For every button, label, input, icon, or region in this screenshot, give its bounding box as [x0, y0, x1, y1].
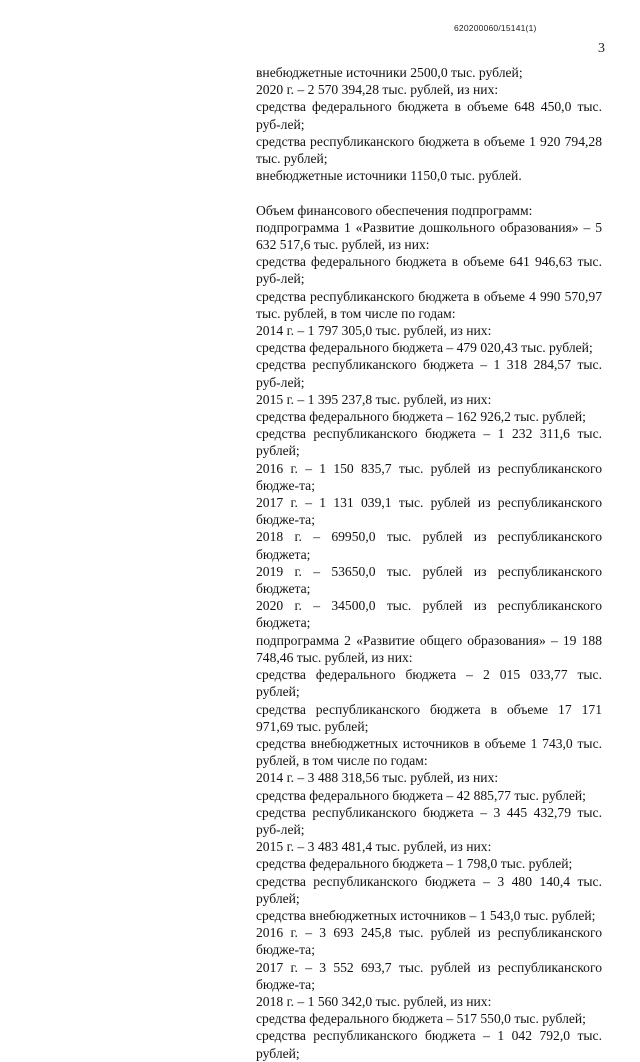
paragraph: средства республиканского бюджета – 3 480 140,4 тыс. рублей;	[256, 873, 602, 906]
paragraph: 2020 г. – 2 570 394,28 тыс. рублей, из них:	[256, 82, 499, 98]
paragraph: 2014 г. – 1 797 305,0 тыс. рублей, из них:	[256, 323, 492, 339]
paragraph: 2017 г. – 3 552 693,7 тыс. рублей из республиканского бюдже-та;	[256, 959, 602, 992]
paragraph: 2019 г. – 53650,0 тыс. рублей из республиканского бюджета;	[256, 563, 602, 597]
paragraph: 2020 г. – 34500,0 тыс. рублей из республиканского бюджета;	[256, 598, 602, 631]
paragraph: средства федерального бюджета в объеме 641 946,63 тыс. руб-лей;	[256, 254, 602, 287]
document-body	[256, 64, 602, 1062]
paragraph: средства федерального бюджета – 479 020,43 тыс. рублей;	[256, 340, 593, 356]
paragraph: средства республиканского бюджета – 3 445 432,79 тыс. руб-лей;	[256, 804, 602, 837]
paragraph: подпрограмма 1 «Развитие дошкольного образования» – 5 632 517,6 тыс. рублей, из них:	[256, 219, 602, 253]
paragraph: 2018 г. – 1 560 342,0 тыс. рублей, из них:	[256, 993, 492, 1009]
paragraph: средства республиканского бюджета – 1 318 284,57 тыс. руб-лей;	[256, 357, 602, 390]
paragraph: 2018 г. – 69950,0 тыс. рублей из республиканского бюджета;	[256, 529, 602, 562]
paragraph: внебюджетные источники 1150,0 тыс. рублей.	[256, 168, 522, 184]
paragraph: средства федерального бюджета – 162 926,2 тыс. рублей;	[256, 409, 586, 425]
paragraph: подпрограмма 2 «Развитие общего образования» – 19 188 748,46 тыс. рублей, из них:	[256, 632, 602, 665]
paragraph: средства федерального бюджета – 517 550,0 тыс. рублей;	[256, 1011, 586, 1027]
paragraph: Объем финансового обеспечения подпрограмм:	[256, 202, 533, 218]
paragraph: средства федерального бюджета – 42 885,77 тыс. рублей;	[256, 787, 586, 803]
paragraph: средства федерального бюджета – 1 798,0 тыс. рублей;	[256, 856, 573, 872]
paragraph: внебюджетные источники 2500,0 тыс. рублей;	[256, 65, 523, 80]
paragraph: 2015 г. – 3 483 481,4 тыс. рублей, из них:	[256, 839, 492, 855]
paragraph: средства внебюджетных источников – 1 543,0 тыс. рублей;	[256, 907, 596, 923]
paragraph: средства республиканского бюджета в объеме 4 990 570,97 тыс. рублей, в том числе по годам:	[256, 288, 602, 321]
paragraph: средства внебюджетных источников в объеме 1 743,0 тыс. рублей, в том числе по годам:	[256, 735, 602, 769]
document-id: 620200060/15141(1)	[454, 23, 537, 33]
paragraph: средства федерального бюджета в объеме 648 450,0 тыс. руб-лей;	[256, 99, 602, 132]
paragraph: 2016 г. – 1 150 835,7 тыс. рублей из республиканского бюдже-та;	[256, 460, 602, 493]
page-number: 3	[598, 41, 605, 56]
paragraph: средства федерального бюджета – 2 015 033,77 тыс. рублей;	[256, 667, 602, 700]
paragraph: 2014 г. – 3 488 318,56 тыс. рублей, из них:	[256, 770, 499, 786]
paragraph: 2017 г. – 1 131 039,1 тыс. рублей из республиканского бюдже-та;	[256, 495, 602, 528]
paragraph: 2015 г. – 1 395 237,8 тыс. рублей, из них:	[256, 391, 492, 407]
paragraph: средства республиканского бюджета – 1 042 792,0 тыс. рублей;	[256, 1028, 602, 1061]
paragraph: 2016 г. – 3 693 245,8 тыс. рублей из республиканского бюдже-та;	[256, 925, 602, 958]
paragraph: средства республиканского бюджета в объеме 17 171 971,69 тыс. рублей;	[256, 701, 602, 734]
paragraph: средства республиканского бюджета – 1 232 311,6 тыс. рублей;	[256, 426, 602, 459]
paragraph: средства республиканского бюджета в объеме 1 920 794,28 тыс. рублей;	[256, 133, 602, 167]
